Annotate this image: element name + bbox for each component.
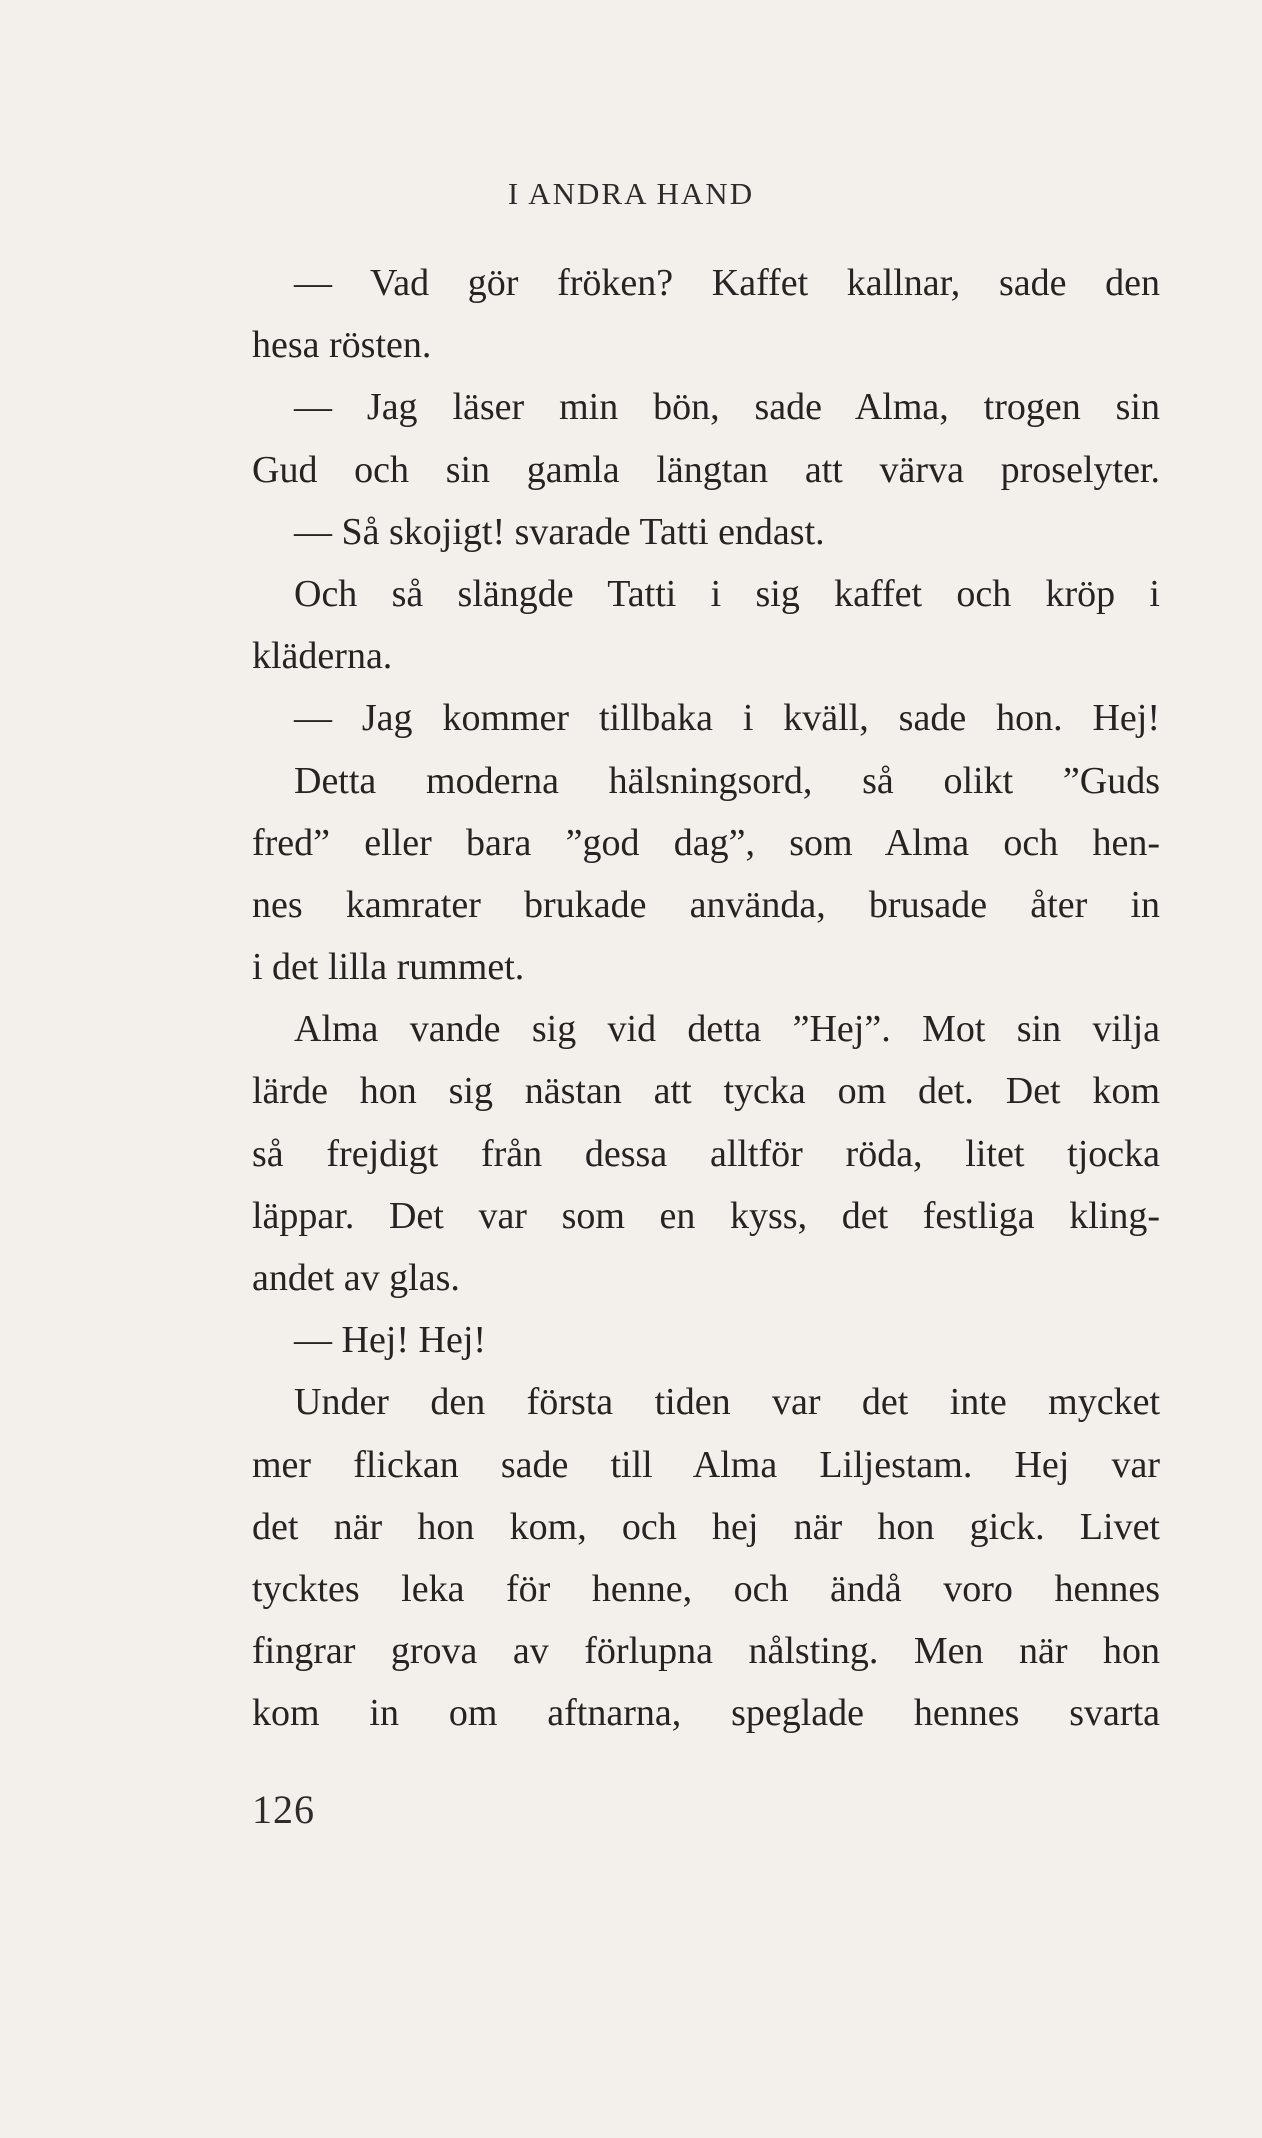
text-line: lärde hon sig nästan att tycka om det. Det kom	[252, 1070, 1160, 1113]
text-line: fingrar grova av förlupna nålsting. Men när hon	[252, 1630, 1160, 1673]
body-text	[252, 252, 1160, 1745]
page-number: 126	[252, 1787, 315, 1832]
text-line: så frejdigt från dessa alltför röda, litet tjocka	[252, 1132, 1160, 1175]
text-line: — Jag kommer tillbaka i kväll, sade hon. Hej!	[294, 697, 1160, 740]
text-line: — Jag läser min bön, sade Alma, trogen sin	[294, 386, 1160, 429]
text-line: mer flickan sade till Alma Liljestam. Hej var	[252, 1443, 1160, 1486]
text-line: tycktes leka för henne, och ändå voro hennes	[252, 1567, 1160, 1610]
text-line: Under den första tiden var det inte mycket	[294, 1381, 1160, 1424]
text-line: Och så slängde Tatti i sig kaffet och kröp i	[294, 572, 1160, 615]
text-line: — Hej! Hej!	[294, 1319, 487, 1362]
text-line: Alma vande sig vid detta ”Hej”. Mot sin vilja	[294, 1008, 1160, 1051]
text-line: Gud och sin gamla längtan att värva proselyter.	[252, 448, 1160, 491]
text-line: andet av glas.	[252, 1257, 460, 1299]
text-line: fred” eller bara ”god dag”, som Alma och hen-	[252, 821, 1160, 864]
text-line: — Vad gör fröken? Kaffet kallnar, sade den	[294, 262, 1160, 304]
text-line: i det lilla rummet.	[252, 946, 525, 989]
running-head: I ANDRA HAND	[507, 176, 755, 211]
text-line: Detta moderna hälsningsord, så olikt ”Guds	[294, 759, 1160, 802]
text-line: — Så skojigt! svarade Tatti endast.	[294, 510, 825, 553]
text-line: hesa rösten.	[252, 324, 432, 367]
text-line: kom in om aftnarna, speglade hennes svarta	[252, 1692, 1160, 1735]
text-line: nes kamrater brukade använda, brusade åter in	[252, 883, 1160, 926]
text-line: läppar. Det var som en kyss, det festliga kling-	[252, 1194, 1160, 1237]
text-line: det när hon kom, och hej när hon gick. Livet	[252, 1505, 1160, 1548]
text-line: kläderna.	[252, 635, 393, 678]
